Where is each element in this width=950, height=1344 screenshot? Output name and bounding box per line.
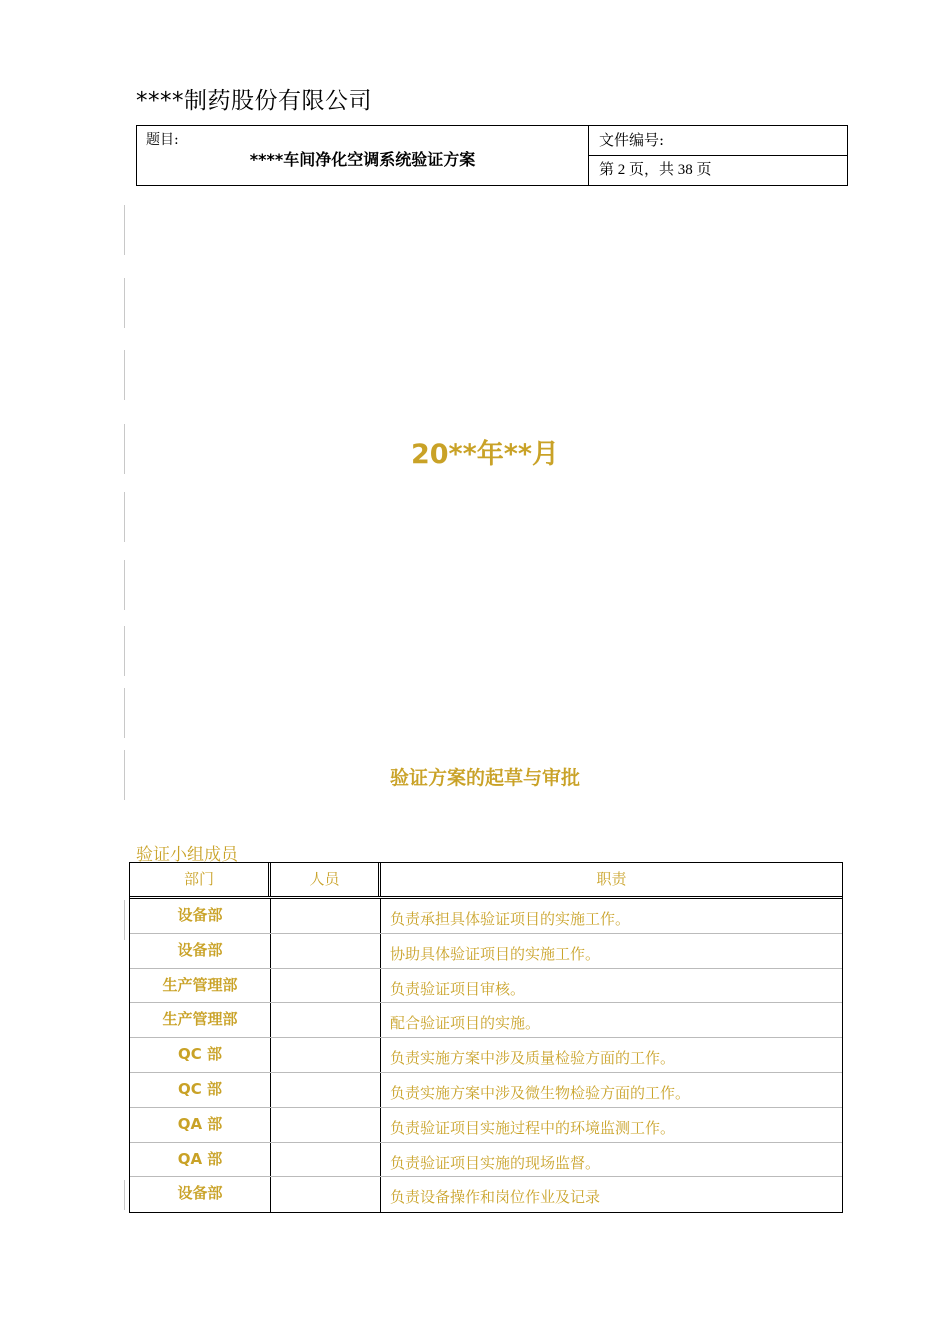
margin-line xyxy=(124,560,125,610)
cell-duty: 协助具体验证项目的实施工作。 xyxy=(390,944,601,963)
header-cell-department: 部门 xyxy=(130,863,271,896)
company-name: ****制药股份有限公司 xyxy=(136,88,372,114)
subject-label: 题目: xyxy=(146,132,179,148)
cell-department: 生产管理部 xyxy=(130,969,271,1003)
table-row xyxy=(130,969,842,1004)
cell-duty: 负责实施方案中涉及微生物检验方面的工作。 xyxy=(390,1083,691,1102)
cell-personnel xyxy=(271,1108,381,1142)
cell-personnel xyxy=(271,1073,381,1107)
cell-department: QA 部 xyxy=(130,1143,271,1177)
cell-duty: 配合验证项目的实施。 xyxy=(390,1014,541,1033)
cell-personnel xyxy=(271,1143,381,1177)
cell-personnel xyxy=(271,1003,381,1037)
cell-duty: 负责设备操作和岗位作业及记录 xyxy=(390,1188,601,1207)
table-header-row xyxy=(130,863,842,899)
cell-personnel xyxy=(271,899,381,933)
margin-line xyxy=(124,626,125,676)
cell-duty: 负责验证项目实施过程中的环境监测工作。 xyxy=(390,1118,676,1137)
table-row xyxy=(130,934,842,969)
margin-line xyxy=(124,492,125,542)
table-row xyxy=(130,899,842,934)
table-row xyxy=(130,1003,842,1038)
table-row xyxy=(130,1108,842,1143)
cell-department: 设备部 xyxy=(130,1177,271,1212)
document-header-table xyxy=(136,125,848,186)
header-divider xyxy=(588,155,848,156)
table-row xyxy=(130,1143,842,1178)
section-title: 验证方案的起草与审批 xyxy=(389,767,580,789)
table-row xyxy=(130,1038,842,1073)
cell-department: QC 部 xyxy=(130,1073,271,1107)
cell-duty: 负责实施方案中涉及质量检验方面的工作。 xyxy=(390,1049,676,1068)
margin-line xyxy=(124,1180,125,1210)
header-cell-personnel: 人员 xyxy=(271,863,381,896)
document-title: ****车间净化空调系统验证方案 xyxy=(249,150,476,169)
cell-duty: 负责承担具体验证项目的实施工作。 xyxy=(390,910,631,928)
cell-personnel xyxy=(271,1038,381,1072)
margin-line xyxy=(124,205,125,255)
file-number-label: 文件编号: xyxy=(599,131,665,149)
margin-line xyxy=(124,688,125,738)
document-date: 20**年**月 xyxy=(410,439,560,470)
margin-line xyxy=(124,900,125,940)
cell-department: QC 部 xyxy=(130,1038,271,1072)
cell-duty: 负责验证项目实施的现场监督。 xyxy=(390,1153,601,1172)
cell-personnel xyxy=(271,1177,381,1212)
subsection-title: 验证小组成员 xyxy=(136,845,238,865)
cell-personnel xyxy=(271,969,381,1003)
table-row xyxy=(130,1177,842,1212)
cell-department: 生产管理部 xyxy=(130,1003,271,1037)
page-info: 第 2 页，共 38 页 xyxy=(599,162,712,178)
table-row xyxy=(130,1073,842,1108)
margin-line xyxy=(124,350,125,400)
cell-department: QA 部 xyxy=(130,1108,271,1142)
cell-personnel xyxy=(271,934,381,968)
cell-duty: 负责验证项目审核。 xyxy=(390,979,526,998)
header-cell-duty: 职责 xyxy=(596,870,627,888)
margin-line xyxy=(124,278,125,328)
cell-department: 设备部 xyxy=(130,934,271,968)
cell-department: 设备部 xyxy=(130,899,271,933)
validation-team-table xyxy=(129,862,843,1213)
